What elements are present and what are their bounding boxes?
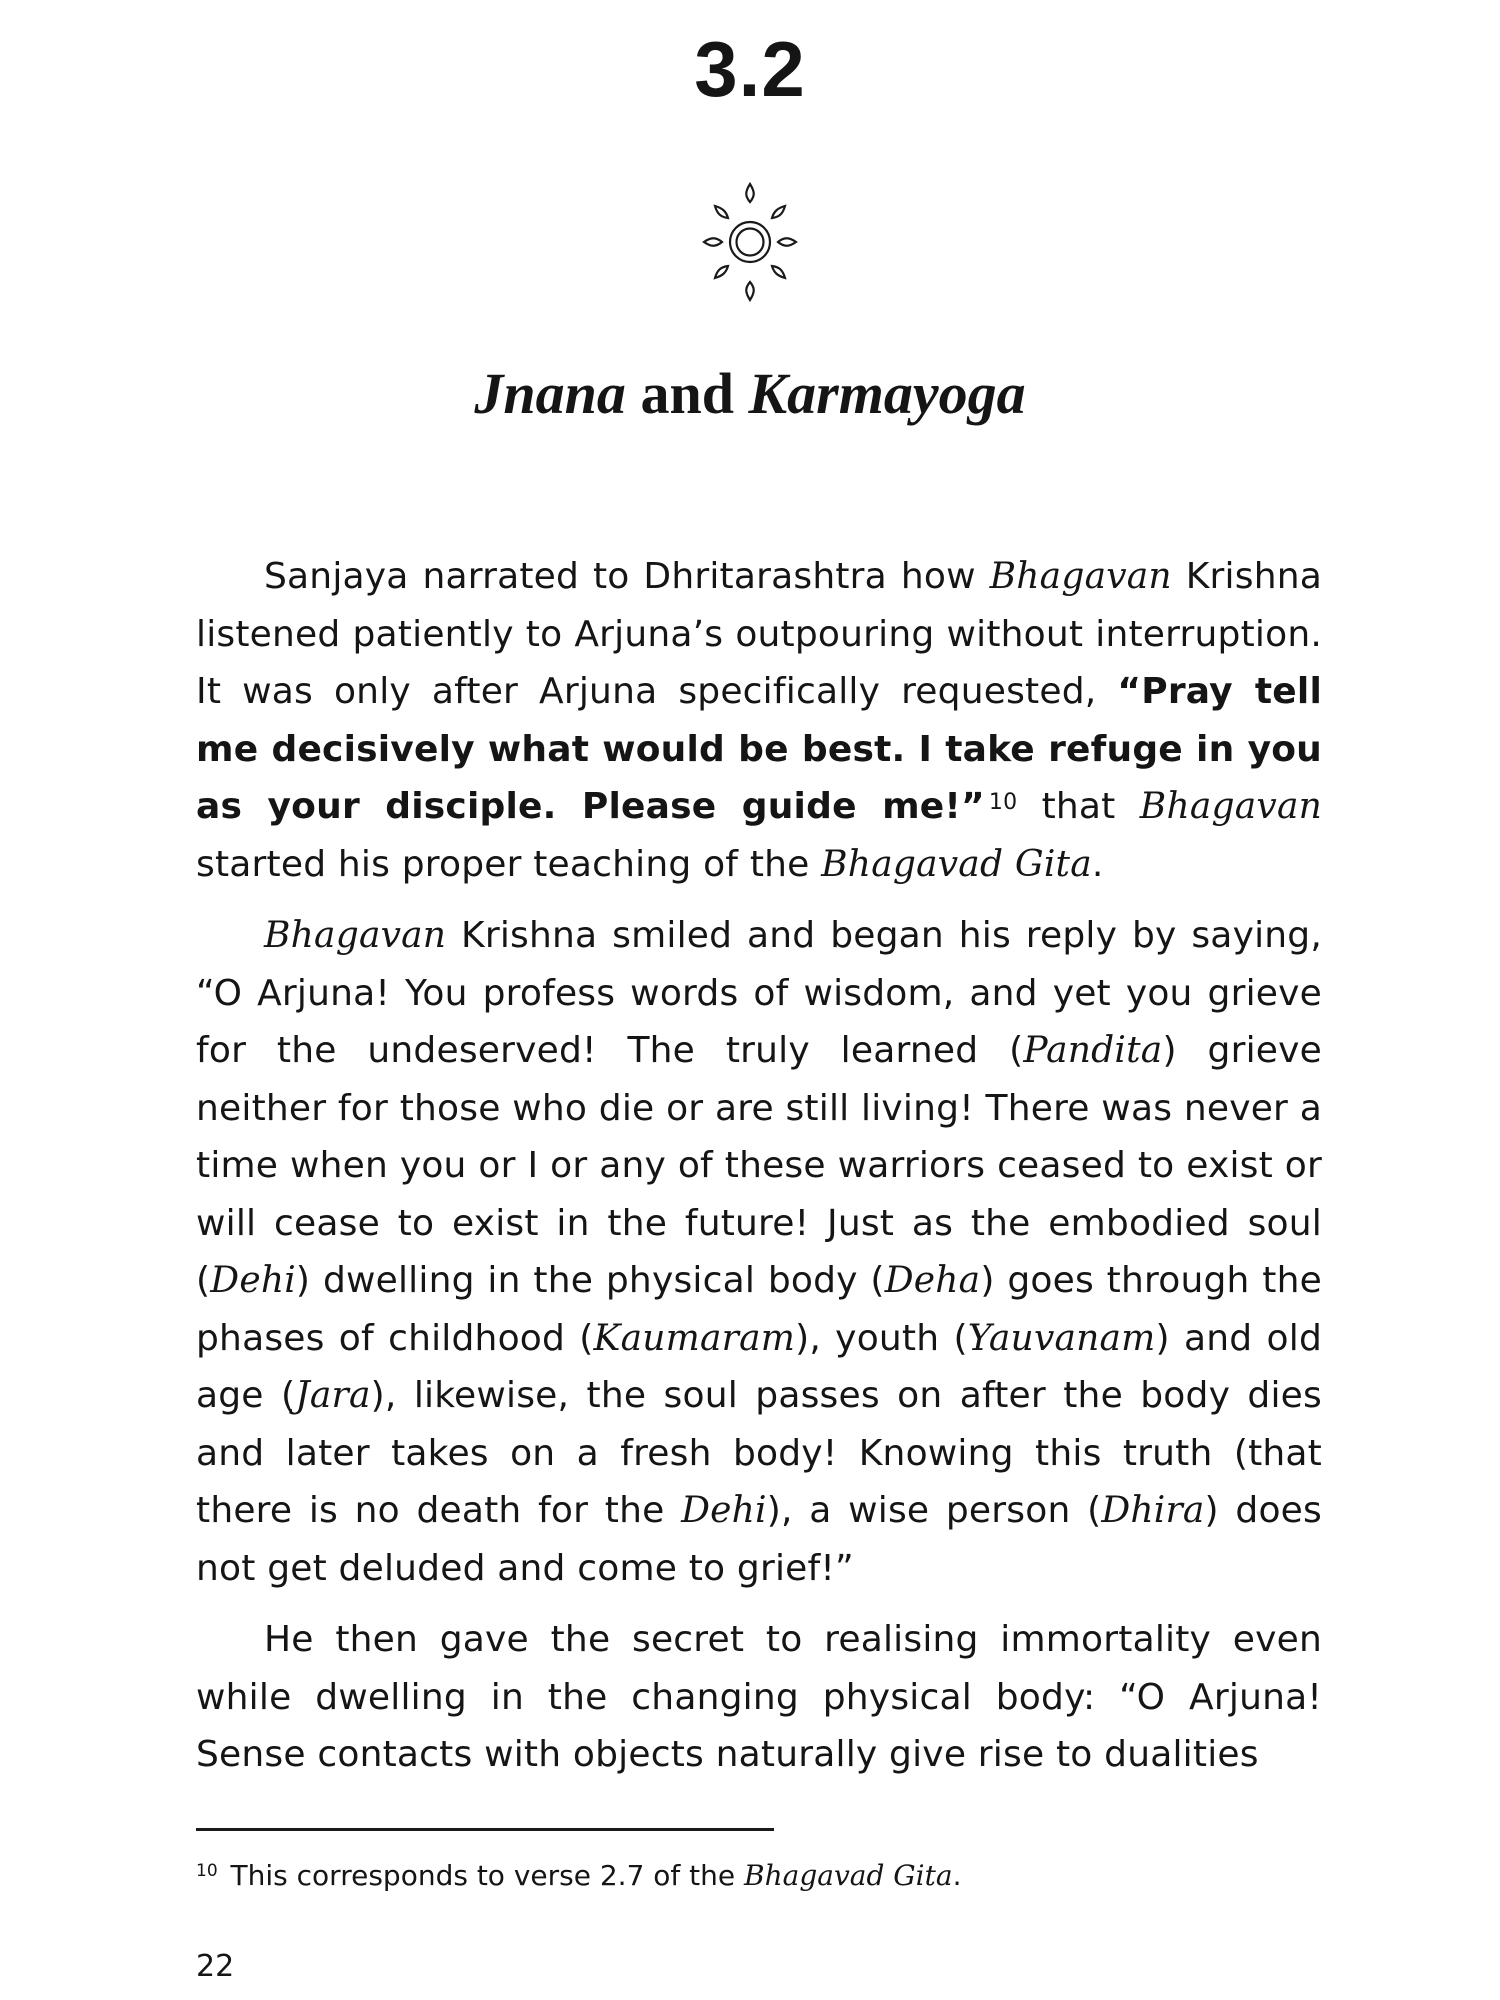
chapter-title (0, 361, 1500, 426)
footnote-divider (196, 1828, 774, 1831)
italic-term: Pandita (1023, 1030, 1163, 1071)
footnote (196, 1858, 1322, 1894)
paragraph-2 (196, 907, 1322, 1597)
text-run: He then gave the secret to realising immortality even while dwelling in the changing physical body: “O Arjuna! Sense contacts with objects naturally give rise to dualities (196, 1619, 1322, 1775)
footnote-reference[interactable]: 10 (988, 790, 1018, 815)
text-run: ), a wise person ( (766, 1490, 1102, 1531)
italic-term: Jara (295, 1375, 371, 1416)
paragraph-1 (196, 548, 1322, 893)
italic-term: Dhira (1101, 1490, 1205, 1531)
paragraph-3 (196, 1611, 1322, 1784)
text-run: . (1091, 843, 1104, 885)
italic-term: Deha (884, 1260, 981, 1301)
italic-term: Kaumaram (593, 1317, 796, 1359)
italic-term: Bhagavan (989, 556, 1172, 597)
text-run: ) goes through the phases of childhood ( (196, 1260, 1322, 1359)
footnote-text: This corresponds to verse 2.7 of the (221, 1859, 745, 1892)
title-jnana: Jnana (474, 361, 626, 426)
text-run: Krishna smiled and began his reply by saying, “O Arjuna! You profess words of wisdom, and yet you grieve for the undeserved! The truly learned ( (196, 915, 1322, 1071)
page-number: 22 (196, 1949, 235, 1984)
text-run: started his proper teaching of the (196, 843, 822, 885)
text-run: ) and old age ( (196, 1317, 1322, 1416)
text-run: ) grieve neither for those who die or are still living! There was never a time when you or I or any of these warriors ceased to exist or will cease to exist in the future! Just as the embodied soul ( (196, 1030, 1322, 1301)
italic-term: Yauvanam (967, 1317, 1156, 1359)
text-run: ) does not get deluded and come to grief!” (196, 1490, 1322, 1589)
text-run: ), youth ( (795, 1317, 968, 1359)
body-text (196, 548, 1322, 1798)
italic-term: Bhagavad Gita (821, 843, 1092, 885)
text-run: ), likewise, the soul passes on after the body dies and later takes on a fresh body! Knowing this truth (that there is no death for the (196, 1375, 1322, 1531)
title-karmayoga: Karmayoga (748, 361, 1026, 426)
sun-ornament-icon (695, 182, 805, 302)
text-run: Krishna listened patiently to Arjuna’s outpouring without interruption. It was only after Arjuna specifically requested, (196, 556, 1322, 712)
italic-term: Bhagavan (264, 915, 447, 956)
footnote-title: Bhagavad Gita (744, 1859, 953, 1892)
title-and: and (625, 361, 749, 426)
footnote-end: . (952, 1859, 962, 1892)
italic-term: Bhagavan (1139, 786, 1322, 827)
italic-term: Dehi (210, 1260, 296, 1301)
text-run: that (1017, 786, 1140, 827)
footnote-marker: 10 (196, 1861, 218, 1881)
text-run: Sanjaya narrated to Dhritarashtra how (264, 556, 990, 597)
italic-term: Dehi (681, 1490, 767, 1531)
text-run: ) dwelling in the physical body ( (295, 1260, 885, 1301)
bold-quote: “Pray tell me decisively what would be best. I take refuge in you as your disciple. Please guide me!” (196, 671, 1322, 827)
chapter-number: 3.2 (694, 25, 806, 113)
